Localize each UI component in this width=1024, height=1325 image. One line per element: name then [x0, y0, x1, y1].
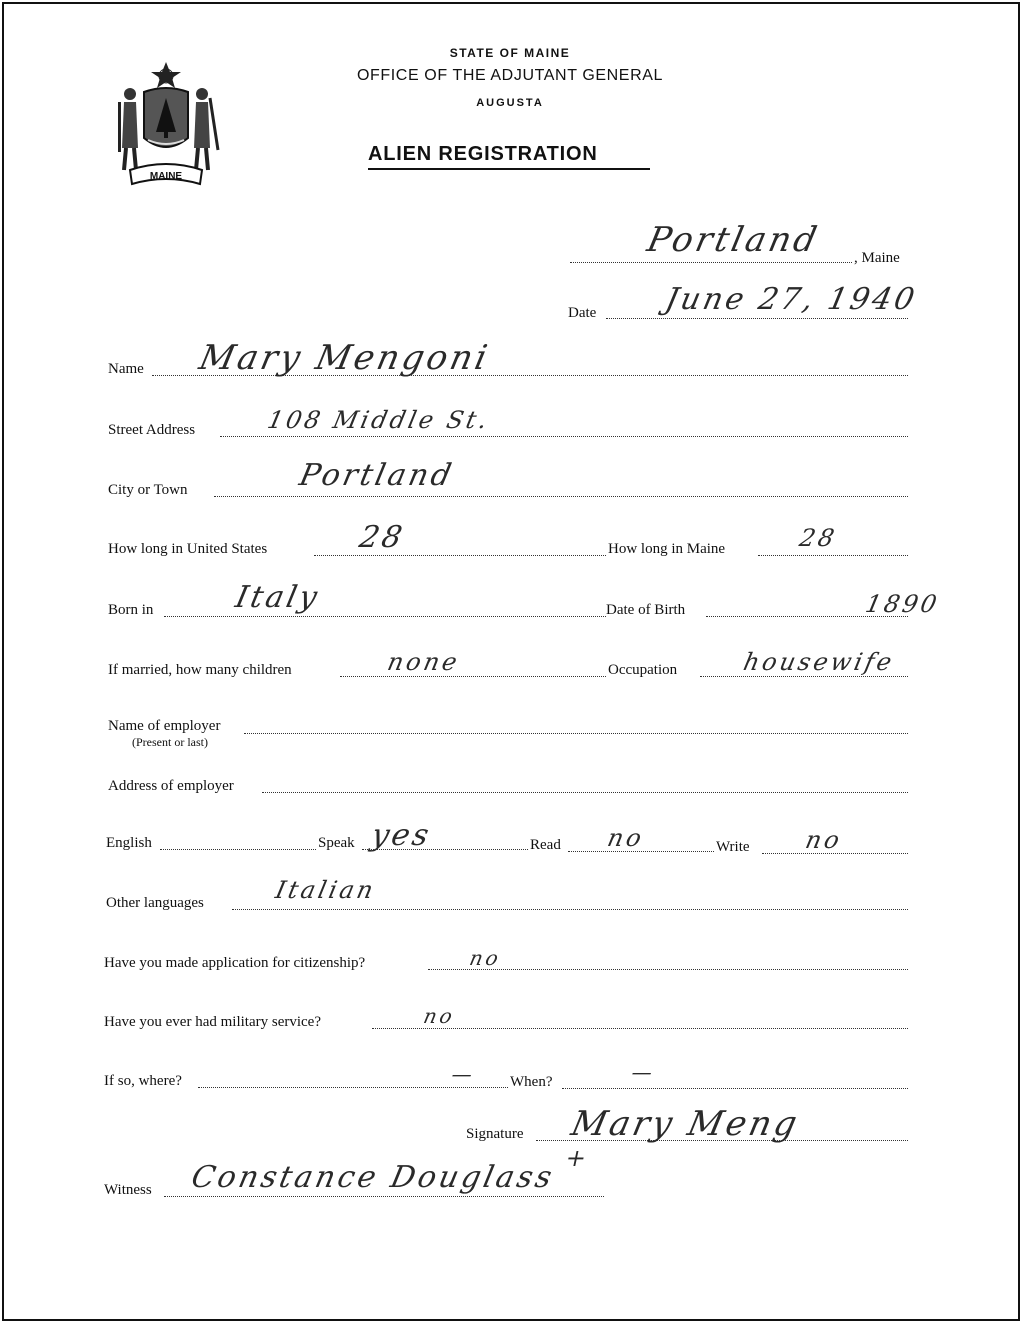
where-label: If so, where?	[104, 1073, 182, 1089]
maine-years-label: How long in Maine	[608, 541, 726, 557]
employer-line	[244, 733, 908, 734]
employer-address-label: Address of employer	[108, 778, 234, 794]
born-in-value[interactable]: Italy	[232, 580, 324, 615]
signature-value[interactable]: Mary Meng	[567, 1104, 804, 1144]
dob-value[interactable]: 1890	[863, 590, 943, 618]
name-value[interactable]: Mary Mengoni	[195, 338, 494, 378]
employer-address-line	[262, 792, 908, 793]
witness-value[interactable]: Constance Douglass	[188, 1160, 558, 1195]
read-value[interactable]: no	[605, 824, 647, 852]
when-value[interactable]: —	[629, 1060, 658, 1084]
signature-mark: +	[563, 1144, 593, 1172]
dob-label: Date of Birth	[606, 602, 686, 618]
military-label: Have you ever had military service?	[104, 1014, 321, 1030]
place-value[interactable]: Portland	[643, 220, 823, 260]
citizenship-label: Have you made application for citizenship?	[104, 955, 366, 971]
place-line	[570, 262, 852, 263]
occupation-value[interactable]: housewife	[741, 648, 898, 676]
state-heading: STATE OF MAINE	[449, 46, 571, 60]
where-value[interactable]: —	[449, 1062, 478, 1086]
occupation-label: Occupation	[608, 662, 678, 678]
when-line	[562, 1088, 908, 1089]
city-value[interactable]: Portland	[296, 458, 458, 493]
children-line	[340, 676, 606, 677]
employer-sublabel: (Present or last)	[132, 735, 208, 749]
where-line	[198, 1087, 508, 1088]
us-years-label: How long in United States	[108, 541, 268, 557]
title-underline	[368, 168, 650, 170]
occupation-line	[700, 676, 908, 677]
speak-label: Speak	[318, 835, 355, 851]
signature-label: Signature	[466, 1126, 524, 1142]
witness-label: Witness	[104, 1182, 152, 1198]
date-line	[606, 318, 908, 319]
svg-text:MAINE: MAINE	[149, 171, 183, 182]
city-label: City or Town	[108, 482, 188, 498]
name-label: Name	[108, 361, 144, 377]
children-label: If married, how many children	[108, 662, 292, 678]
maine-state-seal-icon	[110, 58, 222, 188]
born-in-label: Born in	[108, 602, 154, 618]
date-value[interactable]: June 27, 1940	[662, 282, 921, 317]
military-line	[372, 1028, 908, 1029]
children-value[interactable]: none	[385, 648, 463, 676]
employer-label: Name of employer	[108, 718, 221, 734]
citizenship-line	[428, 969, 908, 970]
street-label: Street Address	[108, 422, 196, 438]
street-line	[220, 436, 908, 437]
english-line	[160, 849, 316, 850]
maine-years-line	[758, 555, 908, 556]
read-label: Read	[530, 837, 561, 853]
english-label: English	[106, 835, 152, 851]
form-title: ALIEN REGISTRATION	[368, 143, 598, 165]
born-in-line	[164, 616, 606, 617]
write-label: Write	[716, 839, 750, 855]
maine-years-value[interactable]: 28	[797, 524, 840, 552]
witness-line	[164, 1196, 604, 1197]
office-heading: OFFICE OF THE ADJUTANT GENERAL	[356, 67, 664, 84]
other-languages-value[interactable]: Italian	[273, 876, 379, 904]
other-languages-label: Other languages	[106, 895, 204, 911]
place-suffix: , Maine	[854, 250, 900, 266]
date-label: Date	[568, 305, 597, 321]
street-value[interactable]: 108 Middle St.	[265, 406, 493, 434]
us-years-value[interactable]: 28	[356, 520, 408, 555]
us-years-line	[314, 555, 606, 556]
military-value[interactable]: no	[421, 1004, 458, 1028]
city-heading: AUGUSTA	[476, 97, 544, 109]
citizenship-value[interactable]: no	[467, 946, 504, 970]
when-label: When?	[510, 1074, 553, 1090]
write-value[interactable]: no	[803, 826, 845, 854]
speak-value[interactable]: yes	[368, 818, 435, 853]
other-languages-line	[232, 909, 908, 910]
city-line	[214, 496, 908, 497]
